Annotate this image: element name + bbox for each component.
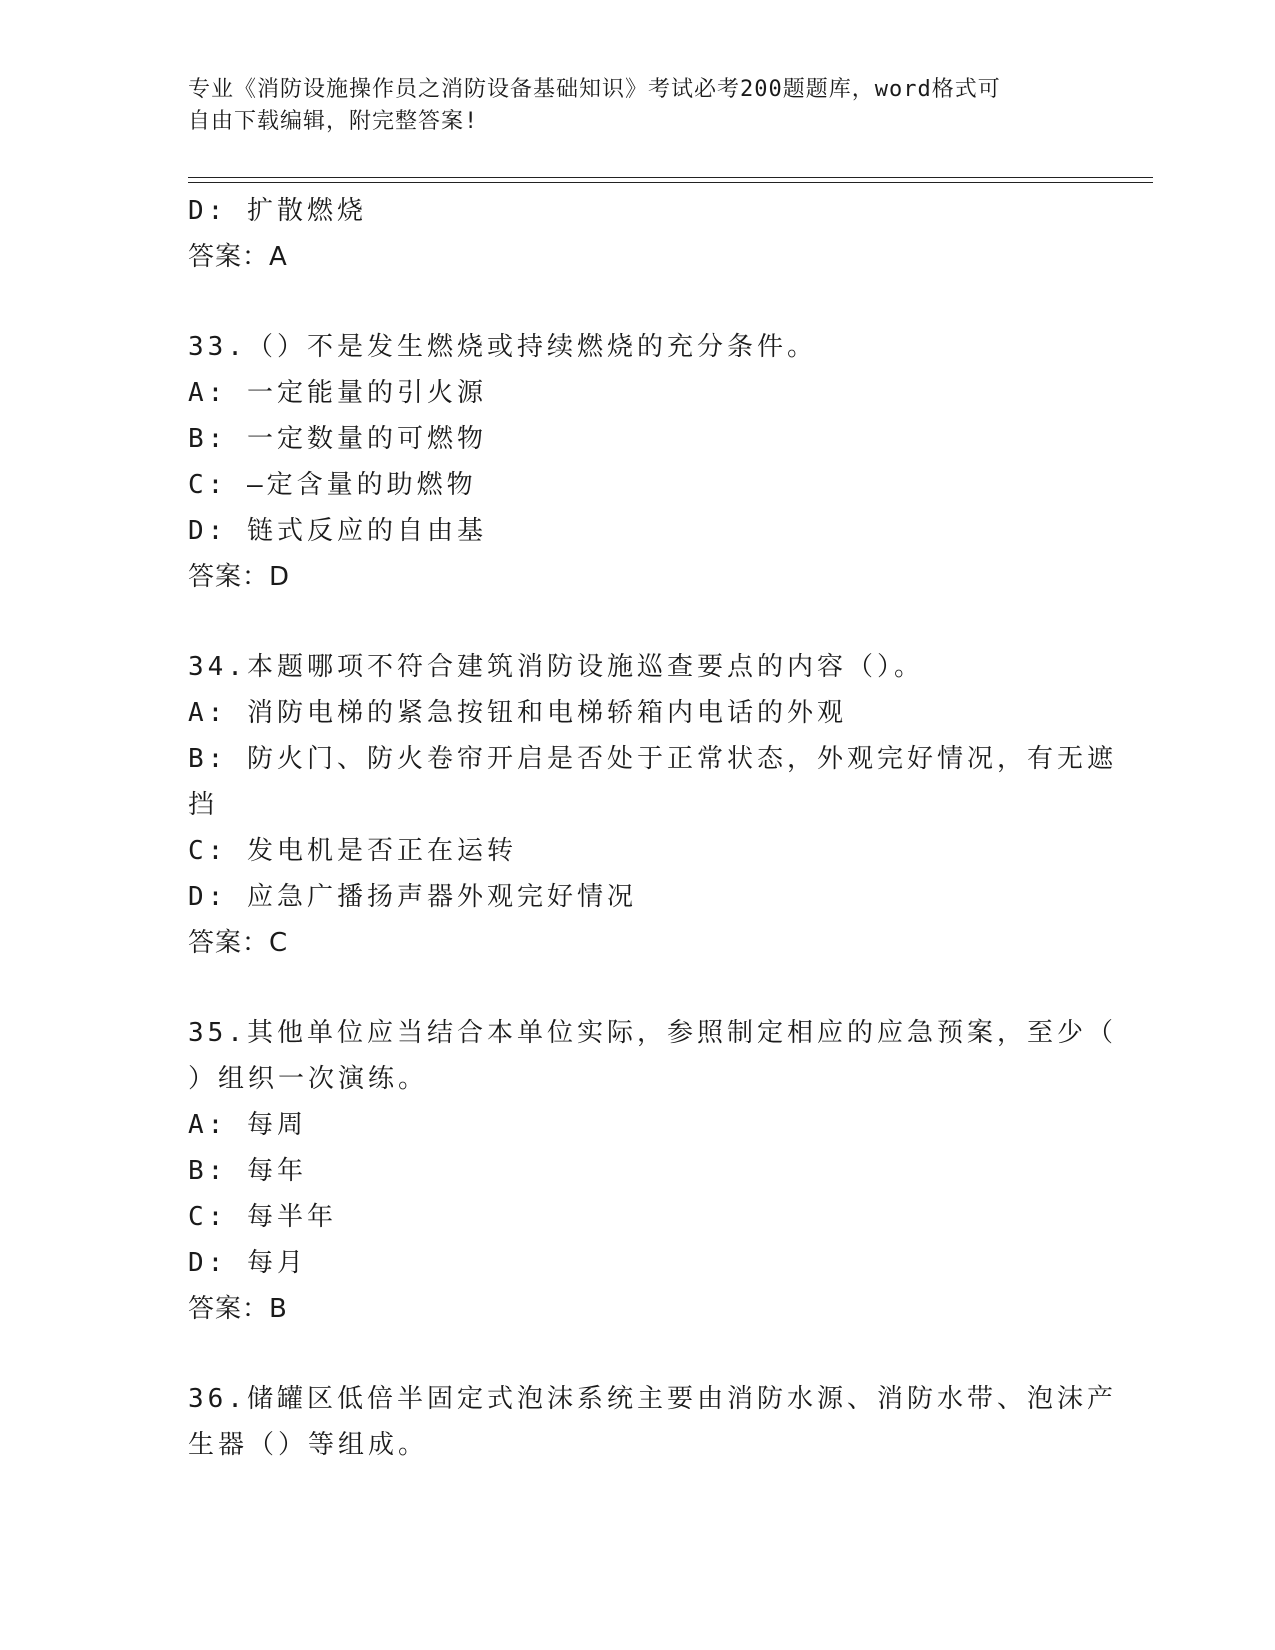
option-c: C: 发电机是否正在运转 xyxy=(188,836,517,866)
header-line-2: 自由下载编辑，附完整答案! xyxy=(188,109,479,134)
answer-line: 答案：B xyxy=(188,1294,288,1324)
spacer xyxy=(188,280,1088,324)
question-stem-continued: ）组织一次演练。 xyxy=(188,1064,429,1094)
option-a: A: 一定能量的引火源 xyxy=(188,378,487,408)
header-line-1: 专业《消防设施操作员之消防设备基础知识》考试必考200题题库，word格式可 xyxy=(188,77,1001,102)
question-35 xyxy=(188,1010,1117,1332)
option-d: D: 每月 xyxy=(188,1248,307,1278)
question-stem: 35.其他单位应当结合本单位实际，参照制定相应的应急预案，至少（ xyxy=(188,1018,1117,1048)
header-rule-bottom xyxy=(188,182,1153,183)
spacer xyxy=(188,1332,1088,1376)
spacer xyxy=(188,600,1088,644)
option-c: C: 每半年 xyxy=(188,1202,337,1232)
option-a: A: 消防电梯的紧急按钮和电梯轿箱内电话的外观 xyxy=(188,698,847,728)
answer-line: 答案：D xyxy=(188,562,291,592)
answer-line: 答案：C xyxy=(188,928,289,958)
option-b-continued: 挡 xyxy=(188,790,219,820)
option-b: B: 一定数量的可燃物 xyxy=(188,424,487,454)
option-a: A: 每周 xyxy=(188,1110,307,1140)
question-stem: 33.（）不是发生燃烧或持续燃烧的充分条件。 xyxy=(188,332,817,362)
document-header xyxy=(188,74,1068,138)
header-rule-top xyxy=(188,177,1153,178)
question-34 xyxy=(188,644,1117,966)
answer-line: 答案：A xyxy=(188,242,288,272)
question-36 xyxy=(188,1376,1117,1468)
question-33 xyxy=(188,324,1088,600)
option-b: B: 防火门、防火卷帘开启是否处于正常状态，外观完好情况，有无遮 xyxy=(188,744,1117,774)
question-stem-continued: 生器（）等组成。 xyxy=(188,1430,429,1460)
question-stem: 36.储罐区低倍半固定式泡沫系统主要由消防水源、消防水带、泡沫产 xyxy=(188,1384,1117,1414)
option-b: B: 每年 xyxy=(188,1156,307,1186)
option-d: D: 应急广播扬声器外观完好情况 xyxy=(188,882,637,912)
spacer xyxy=(188,966,1088,1010)
previous-question-tail xyxy=(188,188,1088,280)
option-d: D: 链式反应的自由基 xyxy=(188,516,487,546)
option-d: D: 扩散燃烧 xyxy=(188,196,367,226)
option-c: C: —定含量的助燃物 xyxy=(188,470,477,500)
question-content xyxy=(188,188,1117,1468)
question-stem: 34.本题哪项不符合建筑消防设施巡查要点的内容（）。 xyxy=(188,652,924,682)
